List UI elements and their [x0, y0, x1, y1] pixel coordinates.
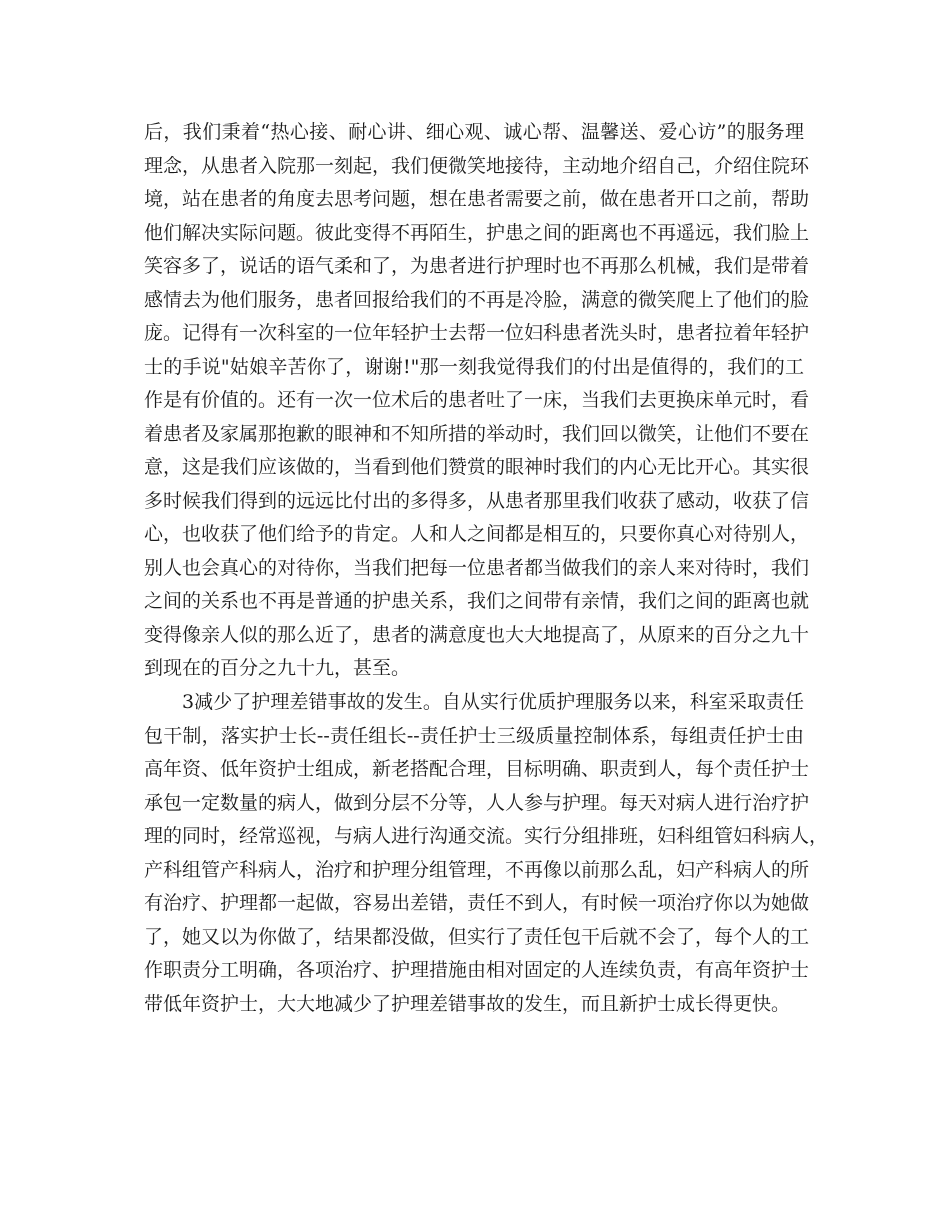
paragraph-1-line: 意，这是我们应该做的，当看到他们赞赏的眼神时我们的内心无比开心。其实很 [144, 456, 810, 478]
paragraph-2-line: 3减少了护理差错事故的发生。自从实行优质护理服务以来，科室采取责任 [182, 691, 804, 713]
paragraph-2-line: 带低年资护士，大大地减少了护理差错事故的发生，而且新护士成长得更快。 [144, 992, 791, 1015]
paragraph-1-line: 理念，从患者入院那一刻起，我们便微笑地接待，主动地介绍自己，介绍住院环 [144, 154, 810, 177]
paragraph-1-line: 庞。记得有一次科室的一位年轻护士去帮一位妇科患者洗头时，患者拉着年轻护 [144, 322, 810, 344]
paragraph-2-line: 有治疗、护理都一起做，容易出差错，责任不到人，有时候一项治疗你以为她做 [144, 892, 810, 914]
paragraph-1 [144, 116, 810, 686]
paragraph-2 [144, 686, 829, 1021]
paragraph-1-line: 别人也会真心的对待你，当我们把每一位患者都当做我们的亲人来对待时，我们 [144, 556, 810, 579]
paragraph-2-line: 承包一定数量的病人，做到分层不分等，人人参与护理。每天对病人进行治疗护 [144, 791, 810, 814]
paragraph-2-line: 包干制，落实护士长--责任组长--责任护士三级质量控制体系，每组责任护士由 [144, 724, 804, 747]
paragraph-1-line: 之间的关系也不再是普通的护患关系，我们之间带有亲情，我们之间的距离也就 [144, 590, 810, 612]
paragraph-1-line: 境，站在患者的角度去思考问题，想在患者需要之前，做在患者开口之前，帮助 [144, 188, 810, 210]
paragraph-2-line: 作职责分工明确，各项治疗、护理措施由相对固定的人连续负责，有高年资护士 [144, 959, 810, 981]
paragraph-1-line: 着患者及家属那抱歉的眼神和不知所措的举动时，我们回以微笑，让他们不要在 [144, 422, 810, 445]
paragraph-1-line: 到现在的百分之九十九，甚至。 [144, 657, 411, 679]
paragraph-1-line: 感情去为他们服务，患者回报给我们的不再是冷脸，满意的微笑爬上了他们的脸 [144, 288, 810, 311]
paragraph-1-line: 心，也收获了他们给予的肯定。人和人之间都是相互的，只要你真心对待别人， [144, 523, 810, 545]
paragraph-1-line: 变得像亲人似的那么近了，患者的满意度也大大地提高了，从原来的百分之九十 [144, 623, 810, 646]
paragraph-1-line: 多时候我们得到的远远比付出的多得多，从患者那里我们收获了感动，收获了信 [144, 489, 810, 512]
paragraph-1-line: 士的手说"姑娘辛苦你了，谢谢!"那一刻我觉得我们的付出是值得的，我们的工 [144, 355, 804, 378]
paragraph-2-line: 高年资、低年资护士组成，新老搭配合理，目标明确、职责到人，每个责任护士 [144, 758, 810, 780]
paragraph-1-line: 作是有价值的。还有一次一位术后的患者吐了一床，当我们去更换床单元时，看 [144, 389, 810, 411]
paragraph-2-line: 了，她又以为你做了，结果都没做，但实行了责任包干后就不会了，每个人的工 [144, 925, 810, 948]
paragraph-2-line: 理的同时，经常巡视，与病人进行沟通交流。实行分组排班，妇科组管妇科病人， [144, 825, 829, 847]
paragraph-1-line: 后，我们秉着“热心接、耐心讲、细心观、诚心帮、温馨送、爱心访”的服务理 [144, 121, 804, 143]
paragraph-1-line: 他们解决实际问题。彼此变得不再陌生，护患之间的距离也不再遥远，我们脸上 [144, 221, 810, 244]
paragraph-1-line: 笑容多了，说话的语气柔和了，为患者进行护理时也不再那么机械，我们是带着 [144, 255, 810, 277]
paragraph-2-line: 产科组管产科病人，治疗和护理分组管理，不再像以前那么乱，妇产科病人的所 [144, 858, 810, 881]
